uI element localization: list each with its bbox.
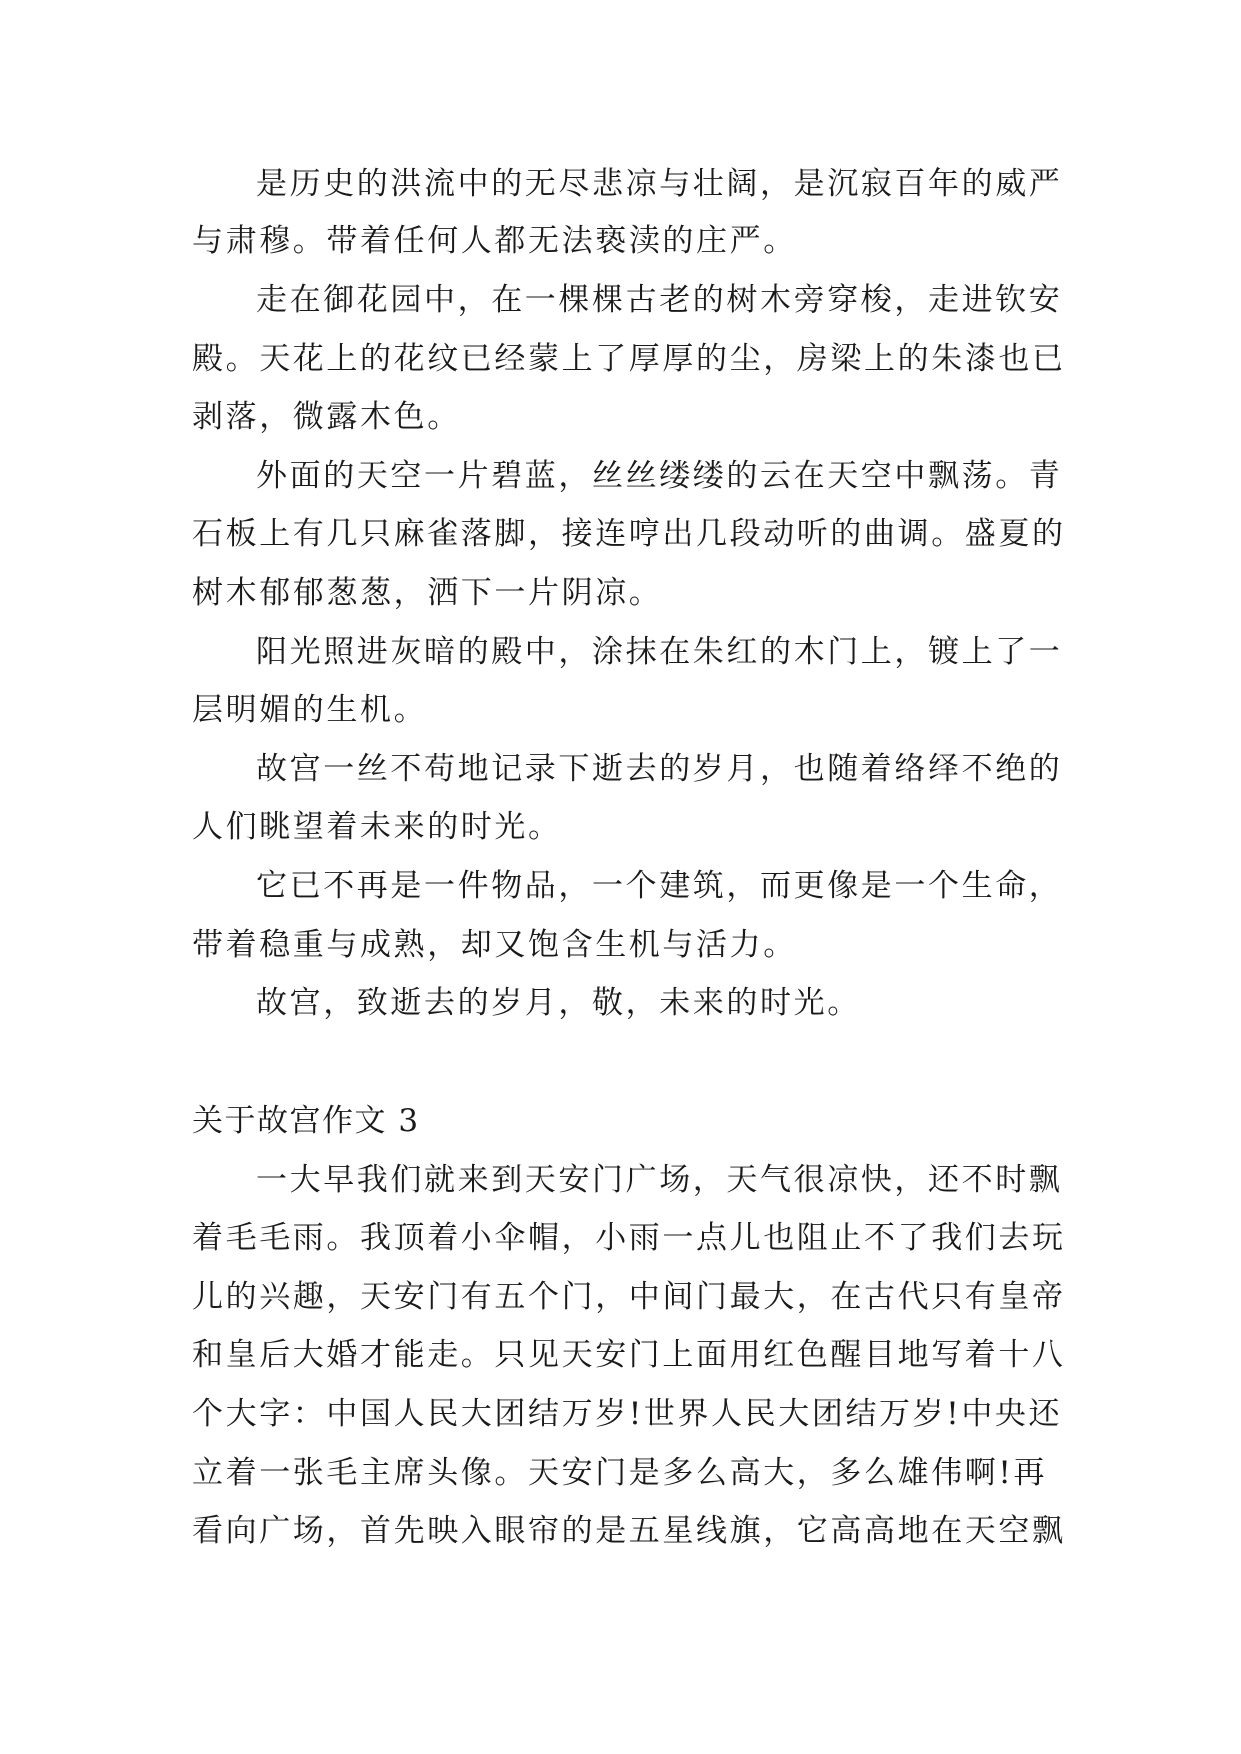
paragraph-line: 人们眺望着未来的时光。	[192, 809, 562, 845]
paragraph-line: 带着稳重与成熟，却又饱含生机与活力。	[192, 927, 797, 963]
paragraph-line: 树木郁郁葱葱，洒下一片阴凉。	[192, 575, 663, 611]
paragraph-line: 着毛毛雨。我顶着小伞帽，小雨一点儿也阻止不了我们去玩	[192, 1220, 1066, 1256]
paragraph-line: 一大早我们就来到天安门广场，天气很凉快，还不时飘	[256, 1162, 1063, 1198]
section-heading: 关于故宫作文 3	[192, 1103, 420, 1139]
paragraph-line: 走在御花园中，在一棵棵古老的树木旁穿梭，走进钦安	[256, 282, 1063, 318]
paragraph-line: 殿。天花上的花纹已经蒙上了厚厚的尘，房梁上的朱漆也已	[192, 341, 1066, 377]
paragraph-line: 儿的兴趣，天安门有五个门，中间门最大，在古代只有皇帝	[192, 1279, 1066, 1315]
paragraph-line: 剥落，微露木色。	[192, 399, 461, 435]
paragraph-line: 故宫一丝不苟地记录下逝去的岁月，也随着络绎不绝的	[256, 751, 1063, 787]
paragraph-line: 个大字：中国人民大团结万岁!世界人民大团结万岁!中央还	[192, 1396, 1063, 1432]
paragraph-line: 它已不再是一件物品，一个建筑，而更像是一个生命，	[256, 868, 1063, 904]
paragraph-line: 外面的天空一片碧蓝，丝丝缕缕的云在天空中飘荡。青	[256, 458, 1063, 494]
paragraph-line: 与肃穆。带着任何人都无法亵渎的庄严。	[192, 223, 797, 259]
paragraph-line: 层明媚的生机。	[192, 692, 428, 728]
paragraph-line: 阳光照进灰暗的殿中，涂抹在朱红的木门上，镀上了一	[256, 634, 1063, 670]
paragraph-line: 立着一张毛主席头像。天安门是多么高大，多么雄伟啊!再	[192, 1455, 1048, 1491]
paragraph-line: 是历史的洪流中的无尽悲凉与壮阔，是沉寂百年的威严	[256, 166, 1063, 202]
paragraph-line: 和皇后大婚才能走。只见天安门上面用红色醒目地写着十八	[192, 1337, 1066, 1373]
paragraph-line: 石板上有几只麻雀落脚，接连哼出几段动听的曲调。盛夏的	[192, 516, 1066, 552]
paragraph-line: 故宫，致逝去的岁月，敬，未来的时光。	[256, 985, 861, 1021]
paragraph-line: 看向广场，首先映入眼帘的是五星线旗，它高高地在天空飘	[192, 1513, 1066, 1549]
